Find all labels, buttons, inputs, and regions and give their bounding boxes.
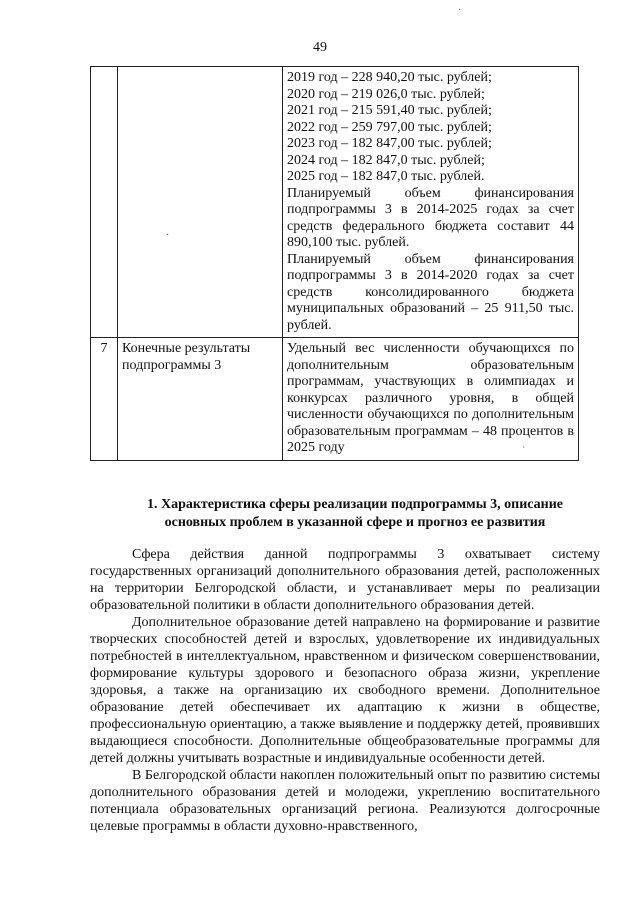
body-paragraph: Сфера действия данной подпрограммы 3 охватывает систему государственных организаций дополнительного образования детей, расположенных на территории Белгородской области, и устанавливает меры по реализации образовательной политики в области дополнительного образования детей. <box>90 547 600 613</box>
financing-year-line: 2021 год – 215 591,40 тыс. рублей; <box>287 103 492 118</box>
row-label-cell <box>118 67 283 338</box>
passport-table <box>90 66 579 461</box>
section-body <box>90 546 600 835</box>
financing-year-line: 2022 год – 259 797,00 тыс. рублей; <box>287 119 492 135</box>
financing-year-line: 2019 год – 228 940,20 тыс. рублей; <box>287 70 492 85</box>
table-row <box>91 67 579 338</box>
scan-speck-mark: · <box>166 230 170 241</box>
federal-budget-paragraph: Планируемый объем финансирования подпрограммы 3 в 2014-2025 годах за счет средств федерального бюджета составит 44 890,100 тыс. рублей. <box>287 185 574 250</box>
financing-year-line: 2020 год – 219 026,0 тыс. рублей; <box>287 86 485 102</box>
body-paragraph: В Белгородской области накоплен положительный опыт по развитию системы дополнительного образования детей и молодежи, укреплению воспитательного потенциала образовательных организаций региона. Реализуются долгосрочные целевые программы в области духовно-нравственного, <box>90 768 600 834</box>
results-cell: Удельный вес численности обучающихся по дополнительным образовательным программам, участвующих в олимпиадах и конкурсах различного уровня, в общей численности обучающихся по дополнительным образовательным программам – 48 процентов в 2025 году <box>283 338 579 461</box>
page-number: 49 <box>313 40 327 55</box>
section-heading: 1. Характеристика сферы реализации подпрограммы 3, описание основных проблем в указанной сфере и прогноз ее развития <box>146 497 564 530</box>
municipal-budget-paragraph: Планируемый объем финансирования подпрограммы 3 в 2014-2020 годах за счет средств консолидированного бюджета муниципальных образований – 25 911,50 тыс. рублей. <box>287 251 574 333</box>
financing-cell <box>283 67 579 338</box>
row-label-cell: Конечные результаты подпрограммы 3 <box>118 338 283 461</box>
financing-year-line: 2024 год – 182 847,0 тыс. рублей; <box>287 152 485 168</box>
scan-speck-mark: · <box>458 5 462 16</box>
body-paragraph: Дополнительное образование детей направлено на формирование и развитие творческих способностей детей и взрослых, удовлетворение их индивидуальных потребностей в интеллектуальном, нравственном и физическом совершенствовании, формирование культуры здорового и безопасного образа жизни, укрепление здоровья, а также на организацию их свободного времени. Дополнительное образование детей обеспечивает их адаптацию к жизни в обществе, профессиональную ориентацию, а также выявление и поддержку детей, проявивших выдающиеся способности. Дополнительные общеобразовательные программы для детей должны учитывать возрастные и индивидуальные особенности детей. <box>90 615 600 766</box>
financing-year-line: 2025 год – 182 847,0 тыс. рублей. <box>287 169 485 184</box>
row-number-cell <box>91 67 118 338</box>
financing-year-line: 2023 год – 182 847,00 тыс. рублей; <box>287 136 492 151</box>
scan-speck-mark: ˋ <box>522 446 526 457</box>
row-number-cell: 7 <box>91 338 118 461</box>
table-row <box>91 338 579 461</box>
